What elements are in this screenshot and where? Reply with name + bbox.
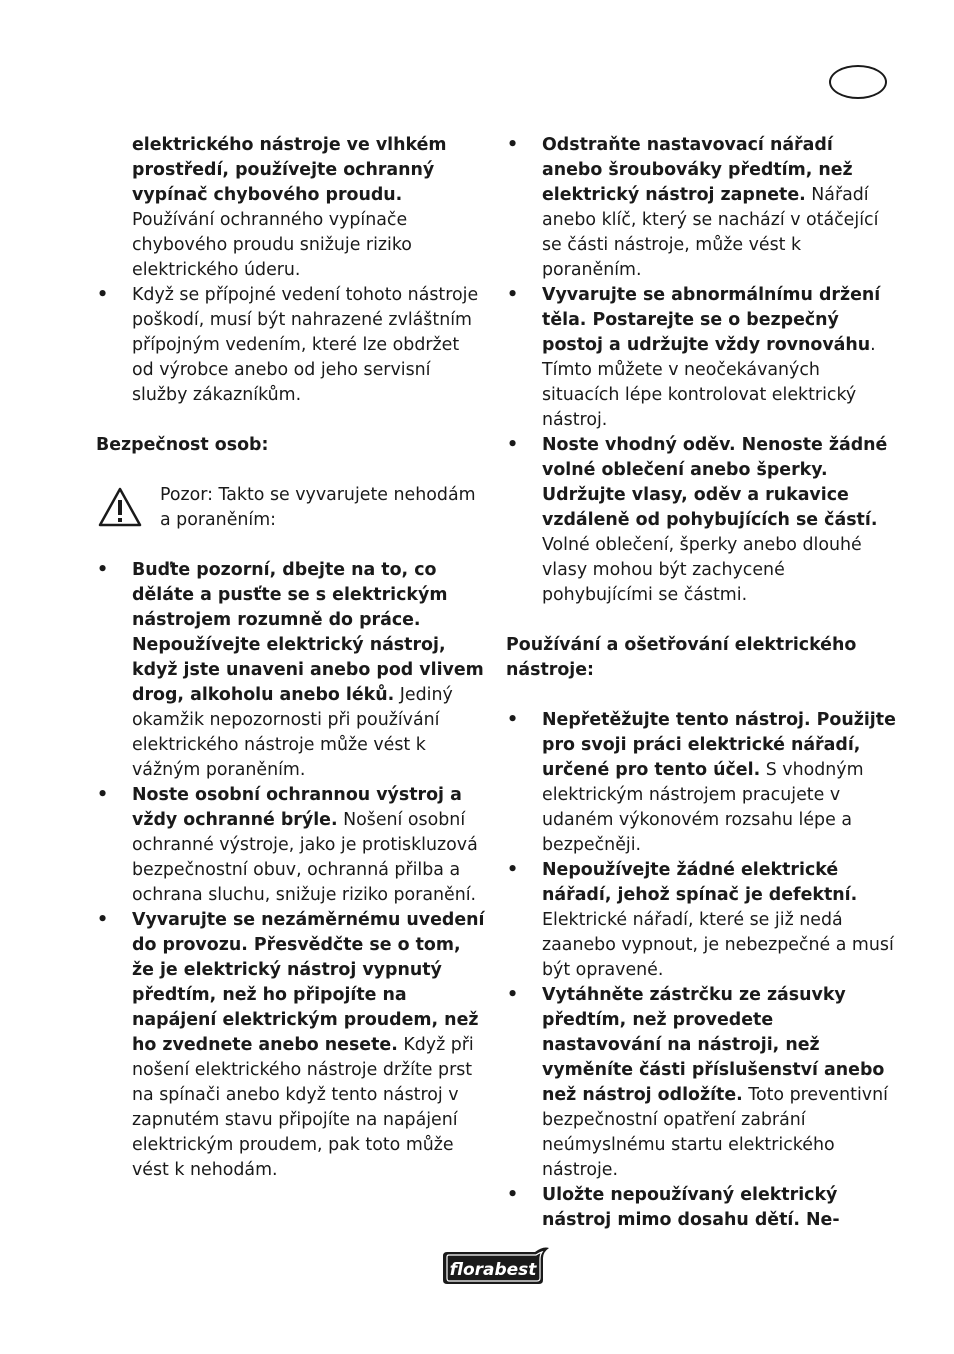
right-b3-text: Volné oblečení, šperky anebo dlouhé vlasy mohou být zachycené pohybujícími se částmi.	[542, 535, 862, 605]
svg-text:florabest: florabest	[449, 1260, 537, 1280]
warning-note	[96, 483, 486, 533]
right-bullet-7	[506, 1183, 896, 1233]
warning-triangle-icon	[98, 487, 142, 527]
right-b5-text: Elektrické nářadí, které se již nedá zaanebo vypnout, je nebezpečné a musí být opravené.	[542, 910, 894, 980]
right-b6-text: Toto preventivní bezpečnostní opatření zabrání neúmyslnému startu elektrického nástroje.	[542, 1085, 888, 1180]
right-b5-bold: Nepoužívejte žádné elektrické nářadí, jehož spínač je defektní.	[542, 860, 858, 905]
left-b1-text: Když se přípojné vedení tohoto nástroje poškodí, musí být nahrazené zvláštním přípojným vedením, které lze obdržet od výrobce anebo od jeho servisní služby zákazníkům.	[132, 285, 479, 405]
left-bullet-4	[96, 908, 486, 1183]
right-bullet-1	[506, 133, 896, 283]
right-bullet-6	[506, 983, 896, 1183]
left-column	[96, 133, 486, 1183]
left-p1-text: Používání ochranného vypínače chybového proudu snižuje riziko elektrického úderu.	[132, 210, 412, 280]
right-b3-bold: Noste vhodný oděv. Nenoste žádné volné oblečení anebo šperky. Udržujte vlasy, oděv a rukavice vzdáleně od pohybujících se částí.	[542, 435, 888, 530]
left-b3-text: Nošení osobní ochranné výstroje, jako je protiskluzová bezpečnostní obuv, ochranná přilba a ochrana sluchu, snižuje riziko poranění.	[132, 810, 478, 905]
bullet-dot: •	[507, 285, 519, 305]
left-b3-bold: Noste osobní ochrannou výstroj a vždy ochranné brýle.	[132, 785, 462, 830]
bullet-dot: •	[507, 710, 519, 730]
left-paragraph-1	[96, 133, 486, 283]
bullet-dot: •	[97, 785, 109, 805]
left-b2-text: Jediný okamžik nepozornosti při používání elektrického nástroje může vést k vážným poraněním.	[132, 685, 453, 780]
bullet-dot: •	[97, 560, 109, 580]
left-p1-bold: elektrického nástroje ve vlhkém prostředí, používejte ochranný vypínač chybového proudu.	[132, 135, 447, 205]
left-b4-text: Když při nošení elektrického nástroje držíte prst na spínači anebo když tento nástroj v zapnutém stavu připojíte na napájení elektrickým proudem, pak toto může vést k nehodám.	[132, 1035, 474, 1180]
right-bullet-4	[506, 708, 896, 858]
florabest-logo	[439, 1246, 551, 1288]
section-heading-personal-safety: Bezpečnost osob:	[96, 435, 269, 455]
right-b4-text: S vhodným elektrickým nástrojem pracujete v udaném výkonovém rozsahu lépe a bezpečněji.	[542, 760, 864, 855]
right-bullet-2	[506, 283, 896, 433]
bullet-dot: •	[507, 435, 519, 455]
language-badge	[829, 65, 887, 99]
right-column	[506, 133, 896, 1233]
left-bullet-1	[96, 283, 486, 408]
left-bullet-3	[96, 783, 486, 908]
bullet-dot: •	[507, 135, 519, 155]
right-b1-bold: Odstraňte nastavovací nářadí anebo šroubováky předtím, než elektrický nástroj zapnete.	[542, 135, 853, 205]
section-heading-tool-use: Používání a ošetřování elektrického nástroje:	[506, 635, 857, 680]
left-bullet-2	[96, 558, 486, 783]
left-b4-bold: Vyvarujte se nezáměrnému uvedení do provozu. Přesvědčte se o tom, že je elektrický nástroj vypnutý předtím, než ho připojíte na napájení elektrickým proudem, než ho zvednete anebo nesete.	[132, 910, 485, 1055]
right-b6-bold: Vytáhněte zástrčku ze zásuvky předtím, než provedete nastavování na nástroji, než vyměníte části příslušenství anebo než nástroj odložíte.	[542, 985, 885, 1105]
right-b2-bold: Vyvarujte se abnormálnímu držení těla. Postarejte se o bezpečný postoj a udržujte vždy rovnováhu	[542, 285, 881, 355]
bullet-dot: •	[507, 860, 519, 880]
right-bullet-3	[506, 433, 896, 608]
bullet-dot: •	[97, 285, 109, 305]
right-b1-text: Nářadí anebo klíč, který se nachází v otáčející se části nástroje, může vést k poraněním.	[542, 185, 879, 280]
warning-text: Pozor: Takto se vyvarujete nehodám a poraněním:	[160, 485, 476, 530]
bullet-dot: •	[507, 985, 519, 1005]
right-bullet-5	[506, 858, 896, 983]
left-b2-bold: Buďte pozorní, dbejte na to, co děláte a pusťte se s elektrickým nástrojem rozumně do práce. Nepoužívejte elektrický nástroj, když jste unaveni anebo pod vlivem drog, alkoholu anebo léků.	[132, 560, 484, 705]
right-b7-bold: Uložte nepoužívaný elektrický nástroj mimo dosahu dětí. Ne-	[542, 1185, 840, 1230]
right-b2-text: . Tímto můžete v neočekávaných situacích lépe kontrolovat elektrický nástroj.	[542, 335, 876, 430]
bullet-dot: •	[97, 910, 109, 930]
bullet-dot: •	[507, 1185, 519, 1205]
right-b4-bold: Nepřetěžujte tento nástroj. Použijte pro svoji práci elektrické nářadí, určené pro tento účel.	[542, 710, 896, 780]
